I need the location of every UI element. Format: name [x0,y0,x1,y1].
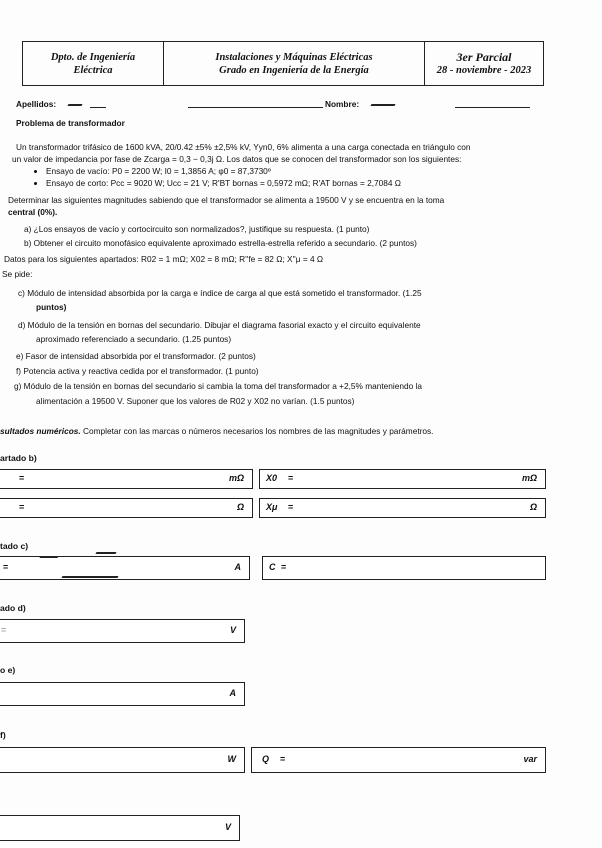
answer-x0-unit: mΩ [521,473,537,483]
answer-g-unit: V [224,822,231,832]
section-c-label: tado c) [0,541,29,551]
answer-c-unit: A [234,562,241,572]
course-line2: Grado en Ingeniería de la Energía [219,64,369,76]
section-e-label: o e) [0,665,16,675]
item-d-line1: d) Módulo de la tensión en bornas del secundario. Dibujar el diagrama fasorial exacto y el circuito equivalente [18,320,421,330]
answer-x0-eq: = [288,473,294,483]
answer-box-c-index[interactable] [262,556,546,580]
item-a: a) ¿Los ensayos de vacío y cortocircuito son normalizados?, justifique su respuesta. (1 punto) [24,224,370,234]
answer-box-f-q[interactable] [251,747,546,773]
item-g-line2: alimentación a 19500 V. Suponer que los valores de R02 y X02 no varían. (1.5 puntos) [36,396,355,406]
answer-b1-unit: mΩ [228,473,244,483]
header-table [22,41,544,86]
exam-title: 3er Parcial [456,49,512,64]
pen-mark [95,552,116,554]
bullet-dot [34,182,37,185]
bullet-short-test: Ensayo de corto: Pcc = 9020 W; Ucc = 21 V; R'BT bornas = 0,5972 mΩ; R'AT bornas = 2,7084 Ω [46,178,402,188]
surname-line-b [188,107,323,108]
answer-f-q-eq: = [280,754,286,764]
answer-box-d[interactable] [0,619,245,643]
department-line2: Eléctrica [73,64,113,76]
exam-cell [425,42,543,85]
name-scribble [370,104,395,106]
problem-title: Problema de transformador [16,118,125,128]
department-cell [23,42,164,85]
answer-c-eq: = [3,562,9,572]
answer-box-x0[interactable] [259,469,546,489]
answer-c-index-symbol: C [269,562,276,572]
department-line1: Dpto. de Ingeniería [50,51,136,63]
answer-e-unit: A [229,688,236,698]
answer-box-e[interactable] [0,682,245,706]
exam-date: 28 - noviembre - 2023 [436,64,532,76]
answer-b1-eq: = [19,473,25,483]
answer-box-f-p[interactable] [0,747,245,773]
pen-mark [61,576,118,578]
surname-line-a [90,107,106,108]
answer-box-g[interactable] [0,815,240,841]
item-e: e) Fasor de intensidad absorbida por el transformador. (2 puntos) [16,351,256,361]
name-line [455,107,530,108]
answer-box-xmu[interactable] [259,498,546,518]
answer-box-b2[interactable] [0,498,253,518]
answer-box-c-current[interactable] [0,556,250,580]
answer-f-q-symbol: Q [262,754,270,764]
answer-x0-symbol: X0 [266,473,278,483]
course-line1: Instalaciones y Máquinas Eléctricas [215,51,373,63]
item-g-line1: g) Módulo de la tensión en bornas del secundario si cambia la toma del transformador a +2,5% manteniendo la [14,381,422,391]
answer-box-b1[interactable] [0,469,253,489]
data-line: Datos para los siguientes apartados: R02 = 1 mΩ; X02 = 8 mΩ; R''fe = 82 Ω; X''μ = 4 Ω [4,254,324,264]
item-b: b) Obtener el circuito monofásico equivalente aproximado estrella-estrella referido a secundario. (2 puntos) [24,238,417,248]
name-label: Nombre: [325,99,360,109]
bullet-dot [34,170,37,173]
results-heading: sultados numéricos. [0,426,81,436]
answer-d-unit: V [229,625,236,635]
section-d-label: ado d) [0,603,26,613]
intro-line2: un valor de impedancia por fase de Zcarga = 0,3 − 0,3j Ω. Los datos que se conocen del transformador son los siguientes: [12,154,462,164]
answer-f-q-unit: var [523,754,537,764]
answer-d-eq: = [1,625,7,635]
item-c-line1: c) Módulo de intensidad absorbida por la carga e índice de carga al que está sometido el transformador. (1.25 [18,288,422,298]
answer-f-p-unit: W [227,754,236,764]
bullet-vacuum-test: Ensayo de vacío: P0 = 2200 W; I0 = 1,3856 A; φ0 = 87,3730º [46,166,271,176]
answer-xmu-unit: Ω [529,502,537,512]
results-instruction [0,426,433,436]
determine-line2: central (0%). [8,207,58,217]
answer-b2-unit: Ω [236,502,244,512]
surname-scribble [67,104,82,106]
answer-xmu-symbol: Xμ [266,502,278,512]
surname-label: Apellidos: [16,99,57,109]
item-d-line2: aproximado referenciado a secundario. (1.25 puntos) [36,334,232,344]
answer-b2-eq: = [19,502,25,512]
determine-line1: Determinar las siguientes magnitudes sabiendo que el transformador se alimenta a 19500 V y se encuentra en la toma [8,195,445,205]
intro-line1: Un transformador trifásico de 1600 kVA, 20/0.42 ±5% ±2,5% kV, Yyn0, 6% alimenta a una carga conectada en triángulo con [16,142,471,152]
answer-c-index-eq: = [281,562,287,572]
results-text: Completar con las marcas o números necesarios los nombres de las magnitudes y parámetros. [80,426,434,436]
answer-xmu-eq: = [288,502,294,512]
item-f: f) Potencia activa y reactiva cedida por el transformador. (1 punto) [16,366,259,376]
pen-mark [39,556,58,558]
section-f-label: f) [0,730,6,740]
section-b-label: artado b) [0,453,37,463]
item-c-line2: puntos) [36,302,67,312]
course-cell [164,42,425,85]
se-pide: Se pide: [2,269,33,279]
